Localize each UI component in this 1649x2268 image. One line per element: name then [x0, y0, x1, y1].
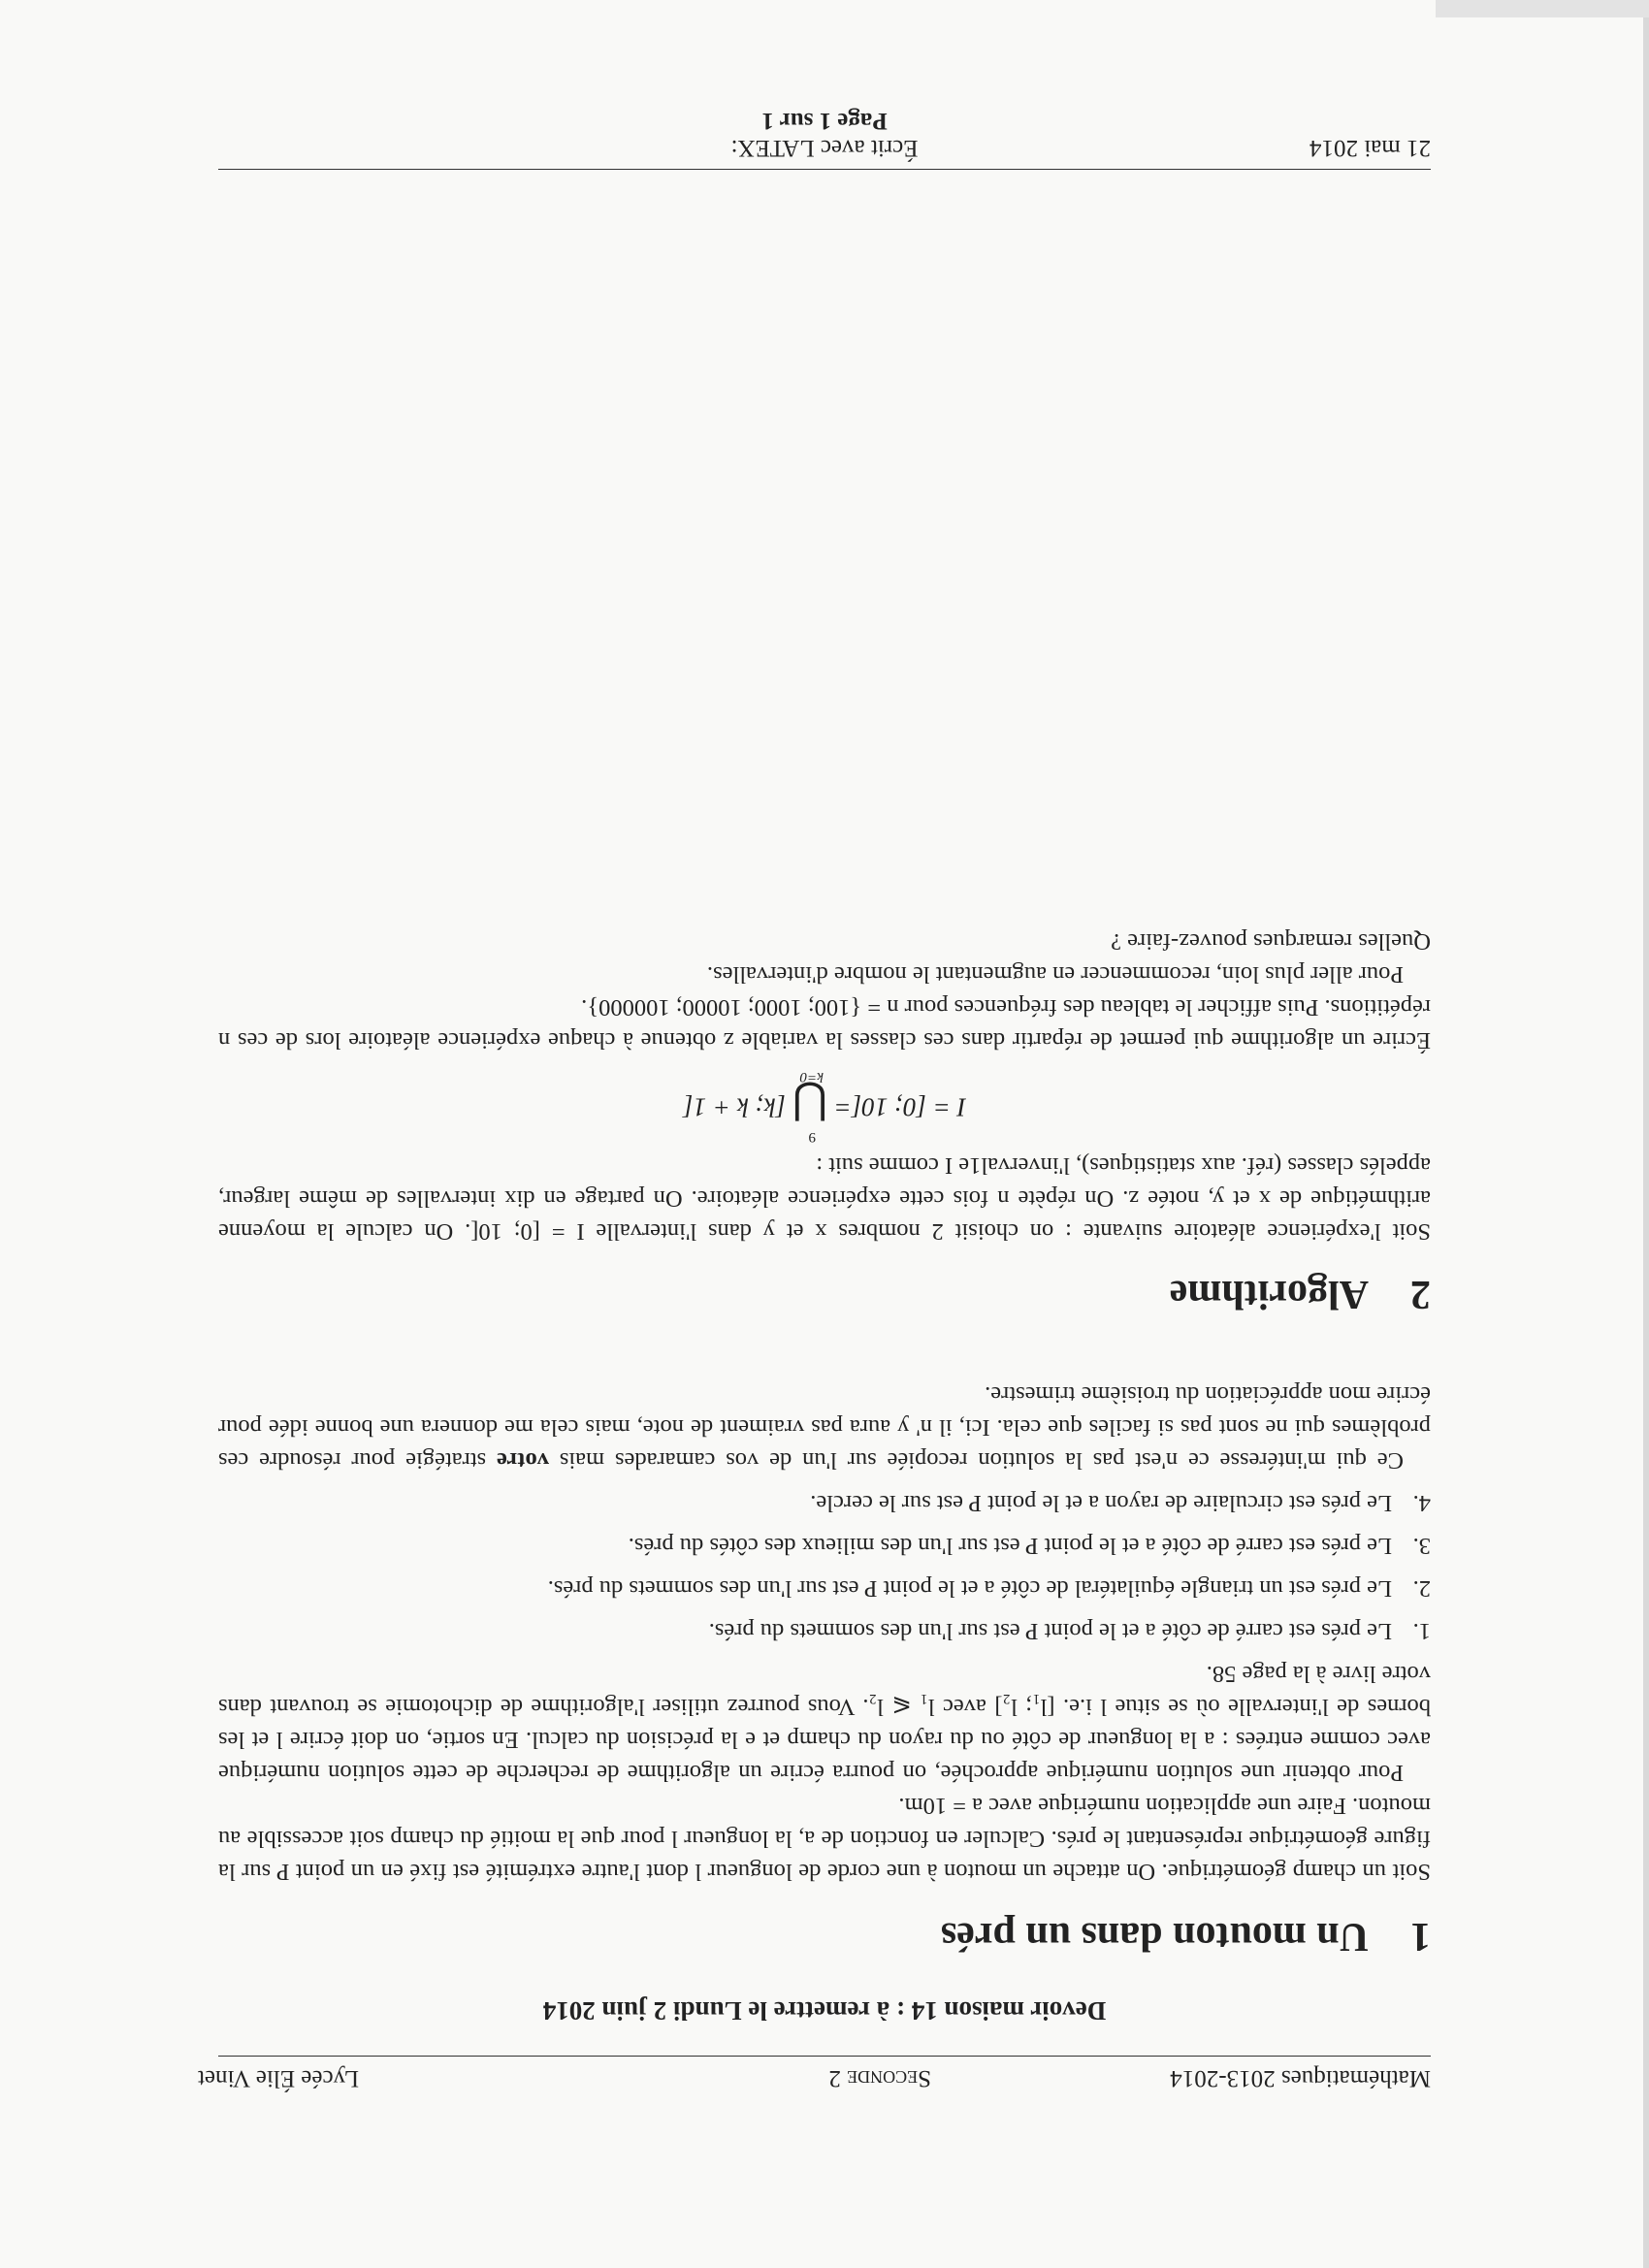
- union-symbol: 9 ⋃ k=0: [792, 1069, 827, 1145]
- section-2-paragraph-4: Quelles remarques pouvez-faire ?: [1111, 928, 1431, 955]
- section-1-paragraph-2: Pour obtenir une solution numérique approchée, on pourra écrire un algorithme de recherche de cette solution numérique avec comme entrées : a la longueur de côté ou du rayon du champ et e la précision du calcul. En sortie, on doit écrire l et les bornes de l'intervalle où se situe l i.e. [l₁; l₂] avec l₁ ⩽ l₂. Vous pourrez utiliser l'algorithme de dichotomie se trouvant dans votre livre à la page 58.: [218, 1661, 1431, 1786]
- list-item: 3. Le prés est carré de côté a et le point P est sur l'un des milieux des côtés du prés.: [628, 1533, 1431, 1559]
- exercise-list: [218, 1486, 1431, 1647]
- footer-date: 21 mai 2014: [1310, 135, 1431, 161]
- section-1-paragraph-1: Soit un champ géométrique. On attache un mouton à une corde de longueur l dont l'autre extrémité est fixé en un point P sur la figure géométrique représentant le prés. Calculer en fonction de a, la longueur l pour que la moitié du champ soit accessible au mouton. Faire une application numérique avec a = 10m.: [218, 1793, 1431, 1885]
- footer-rule: [218, 169, 1431, 170]
- section-1-body: [218, 1377, 1431, 1888]
- footer-latex: Écrit avec LATEX:: [730, 135, 919, 161]
- section-2-number: 2: [1410, 1272, 1431, 1316]
- section-2-heading: [1170, 1271, 1431, 1317]
- list-item: 2. Le prés est un triangle équilatéral de côté a et le point P est sur l'un des sommets du prés.: [547, 1575, 1431, 1602]
- section-2-paragraph-3: Pour aller plus loin, recommencer en augmentant le nombre d'intervalles.: [706, 961, 1404, 988]
- section-1-paragraph-3: Ce qui m'intéresse ce n'est pas la solution recopiée sur l'un de vos camarades mais votre stratégie pour résoudre ces problèmes qui ne sont pas si faciles que cela. Ici, il n' y aura pas vraiment de note, mais cela me donnera une bonne idée pour écrire mon appréciation du troisième trimestre.: [217, 1381, 1431, 1474]
- header-rule: [218, 2056, 1431, 2057]
- header-school: Lycée Élie Vinet: [197, 2065, 359, 2091]
- header-class: Seconde 2: [828, 2065, 931, 2091]
- emphasis-votre: votre: [496, 1447, 549, 1474]
- section-1-number: 1: [1410, 1914, 1431, 1959]
- footer-page-number: Page 1 sur 1: [761, 108, 888, 134]
- list-item: 4. Le prés est circulaire de rayon a et le point P est sur le cercle.: [810, 1490, 1431, 1516]
- section-2-paragraph-2: Écrire un algorithme qui permet de répartir dans ces classes la variable z obtenue à chaque expérience aléatoire lors de ces n répétitions. Puis afficher le tableau des fréquences pour n = {100; 1000; 10000; 100000}.: [218, 994, 1431, 1053]
- header-subject: Mathématiques 2013-2014: [1170, 2065, 1431, 2091]
- section-2-title: Algorithme: [1169, 1272, 1369, 1316]
- section-1-heading: [941, 1913, 1431, 1960]
- document-title: Devoir maison 14 : à remettre le Lundi 2 juin 2014: [542, 1996, 1107, 2025]
- list-item: 1. Le prés est carré de côté a et le point P est sur l'un des sommets du prés.: [708, 1618, 1431, 1644]
- section-1-title: Un mouton dans un prés: [940, 1914, 1369, 1959]
- section-2-paragraph-1: Soit l'expérience aléatoire suivante : on choisit 2 nombres x et y dans l'intervalle I = [0; 10[. On calcule la moyenne arithmétique de x et y, notée z. On répète n fois cette expérience aléatoire. On partage en dix intervalles de même largeur, appelés classes (réf. aux statistiques), l'inverval1e I comme suit :: [218, 1152, 1431, 1245]
- section-2-body: [218, 924, 1431, 1247]
- interval-formula: I = [0; 10[= 9 ⋃ k=0 [k; k + 1[: [683, 1069, 966, 1145]
